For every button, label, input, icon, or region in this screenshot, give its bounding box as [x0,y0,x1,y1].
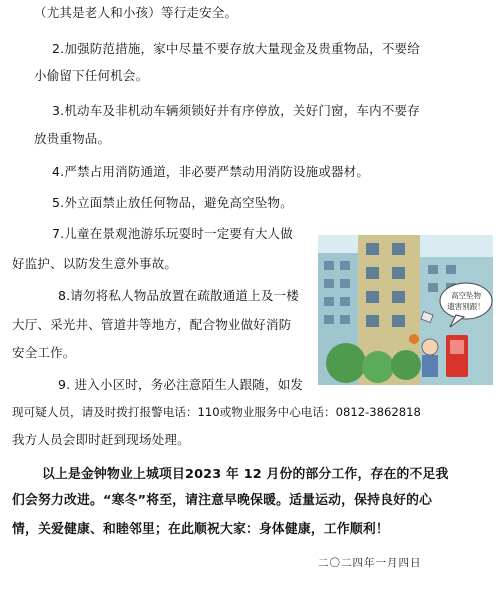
falling-object-illustration [318,235,493,385]
text-line-11: 大厅、采光井、管道井等地方，配合物业做好消防 [12,317,292,332]
text-line-15: 我方人员会即时赶到现场处理。 [12,432,190,447]
bubble-text-1: 高空坠物 [451,291,481,300]
text-line-4: 3.机动车及非机动车辆须锁好并有序停放，关好门窗，车内不要存 [52,103,420,118]
text-line-13: 9. 进入小区时，务必注意陌生人跟随，如发 [58,377,304,392]
text-line-12: 安全工作。 [12,345,76,360]
text-line-14: 现可疑人员，请及时拨打报警电话：110或物业服务中心电话：0812-3862818 [12,405,421,419]
text-line-2: 2.加强防范措施，家中尽量不要存放大量现金及贵重物品，不要给 [52,41,420,56]
text-line-8: 7.儿童在景观池游乐玩耍时一定要有大人做 [52,226,293,241]
text-line-10: 8.请勿将私人物品放置在疏散通道上及一楼 [58,288,299,303]
summary-line-2: 们会努力改进。“寒冬”将至，请注意早晚保暖。适量运动，保持良好的心 [12,493,433,508]
summary-line-1: 以上是金钟物业上城项目2023 年 12 月份的部分工作，存在的不足我 [42,467,449,482]
text-line-1: （尤其是老人和小孩）等行走安全。 [34,5,238,20]
illustration-svg [318,235,493,385]
bubble-text-2: 遗害别跟！ [447,302,485,311]
text-line-3: 小偷留下任何机会。 [34,68,149,83]
text-line-5: 放贵重物品。 [34,131,111,146]
document-date: 二〇二四年一月四日 [318,557,422,569]
text-line-9: 好监护、以防发生意外事故。 [12,256,178,271]
summary-line-3: 情，关爱健康、和睦邻里；在此顺祝大家：身体健康，工作顺利！ [12,522,389,537]
text-line-7: 5.外立面禁止放任何物品，避免高空坠物。 [52,195,293,210]
text-line-6: 4.严禁占用消防通道，非必要严禁动用消防设施或器材。 [52,164,370,179]
